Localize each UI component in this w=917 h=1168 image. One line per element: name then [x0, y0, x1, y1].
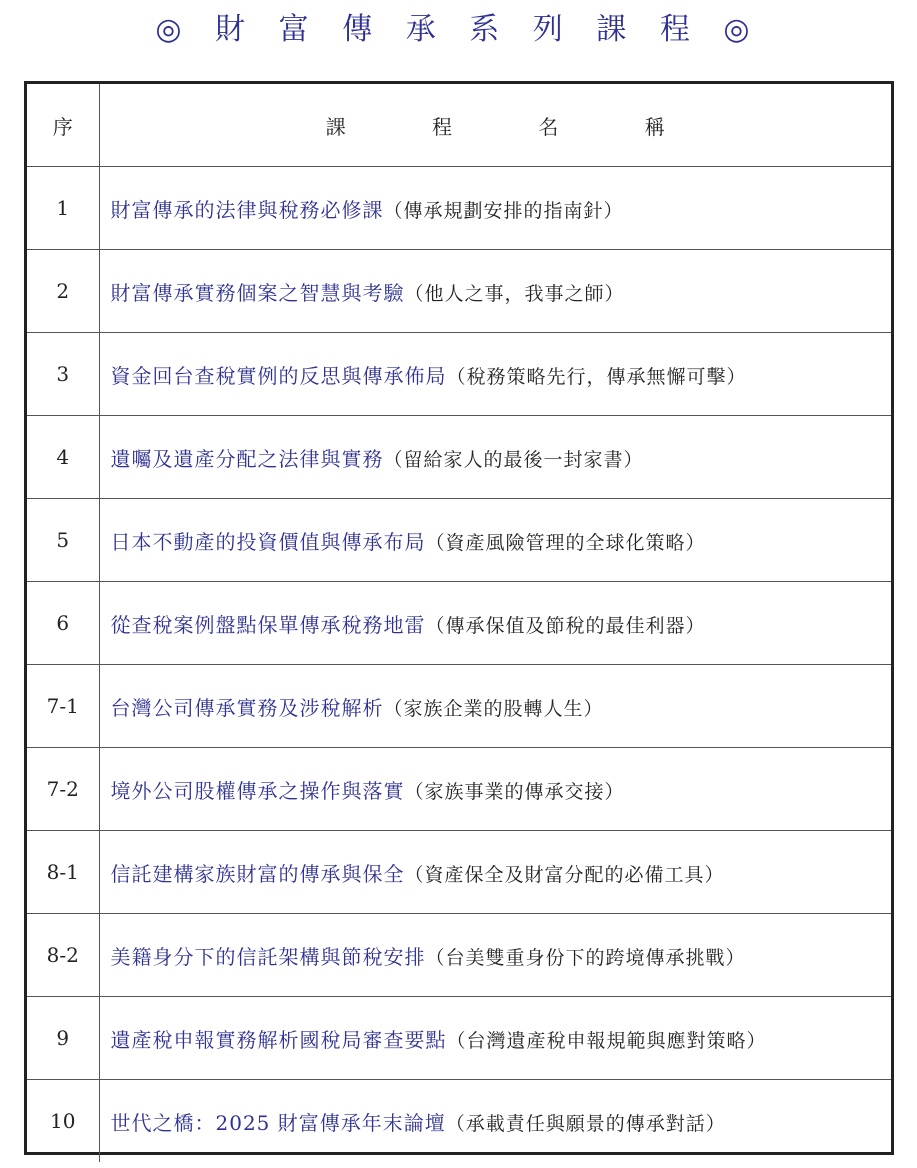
course-number: 5 [27, 499, 99, 582]
course-title: 從查稅案例盤點保單傳承稅務地雷 [110, 612, 426, 637]
course-title: 財富傳承實務個案之智慧與考驗 [110, 280, 405, 305]
course-subtitle: （稅務策略先行，傳承無懈可擊） [446, 365, 747, 388]
table-row [27, 831, 891, 914]
course-subtitle: （承載責任與願景的傳承對話） [445, 1112, 726, 1135]
table-row [27, 167, 891, 250]
course-subtitle: （他人之事，我事之師） [404, 282, 625, 305]
course-name-cell [99, 748, 891, 831]
course-title: 遺產稅申報實務解析國稅局審查要點 [110, 1027, 447, 1052]
course-number: 8-2 [27, 914, 99, 997]
course-name-cell [99, 167, 891, 250]
course-name-cell [99, 997, 891, 1080]
course-title: 美籍身分下的信託架構與節稅安排 [110, 944, 426, 969]
course-subtitle: （台美雙重身份下的跨境傳承挑戰） [425, 946, 746, 969]
table-row [27, 416, 891, 499]
course-subtitle: （台灣遺產稅申報規範與應對策略） [446, 1029, 767, 1052]
course-subtitle: （留給家人的最後一封家書） [383, 448, 644, 471]
course-subtitle: （資產保全及財富分配的必備工具） [404, 863, 725, 886]
course-title: 境外公司股權傳承之操作與落實 [110, 778, 405, 803]
table-row [27, 914, 891, 997]
course-subtitle: （家族事業的傳承交接） [404, 780, 625, 803]
course-number: 10 [27, 1080, 99, 1163]
course-subtitle: （傳承規劃安排的指南針） [383, 199, 624, 222]
course-name-cell [99, 499, 891, 582]
course-number: 7-1 [27, 665, 99, 748]
course-title: 世代之橋：2025 財富傳承年末論壇 [110, 1110, 446, 1135]
table-row [27, 748, 891, 831]
course-number: 7-2 [27, 748, 99, 831]
course-title: 資金回台查稅實例的反思與傳承佈局 [110, 363, 447, 388]
course-name-cell [99, 831, 891, 914]
course-number: 4 [27, 416, 99, 499]
course-title: 日本不動產的投資價值與傳承布局 [110, 529, 426, 554]
table-row [27, 1080, 891, 1163]
course-number: 9 [27, 997, 99, 1080]
course-title: 台灣公司傳承實務及涉稅解析 [110, 695, 384, 720]
table-header-row [27, 84, 891, 167]
course-number: 8-1 [27, 831, 99, 914]
course-number: 1 [27, 167, 99, 250]
course-title: 財富傳承的法律與稅務必修課 [110, 197, 384, 222]
course-number: 3 [27, 333, 99, 416]
header-course-name: 課 程 名 稱 [99, 84, 891, 167]
course-name-cell [99, 582, 891, 665]
table-row [27, 582, 891, 665]
course-subtitle: （傳承保值及節稅的最佳利器） [425, 614, 706, 637]
course-name-cell [99, 333, 891, 416]
course-title: 遺囑及遺產分配之法律與實務 [110, 446, 384, 471]
table-row [27, 250, 891, 333]
course-subtitle: （家族企業的股轉人生） [383, 697, 604, 720]
header-number: 序 [27, 84, 99, 167]
course-number: 2 [27, 250, 99, 333]
course-name-cell [99, 665, 891, 748]
course-name-cell [99, 1080, 891, 1163]
course-subtitle: （資產風險管理的全球化策略） [425, 531, 706, 554]
course-number: 6 [27, 582, 99, 665]
page-title: ◎ 財 富 傳 承 系 列 課 程 ◎ [155, 12, 762, 47]
table-row [27, 333, 891, 416]
table-row [27, 499, 891, 582]
table-row [27, 997, 891, 1080]
course-name-cell [99, 416, 891, 499]
table-row [27, 665, 891, 748]
course-title: 信託建構家族財富的傳承與保全 [110, 861, 405, 886]
course-name-cell [99, 250, 891, 333]
course-name-cell [99, 914, 891, 997]
course-table [24, 81, 894, 1155]
